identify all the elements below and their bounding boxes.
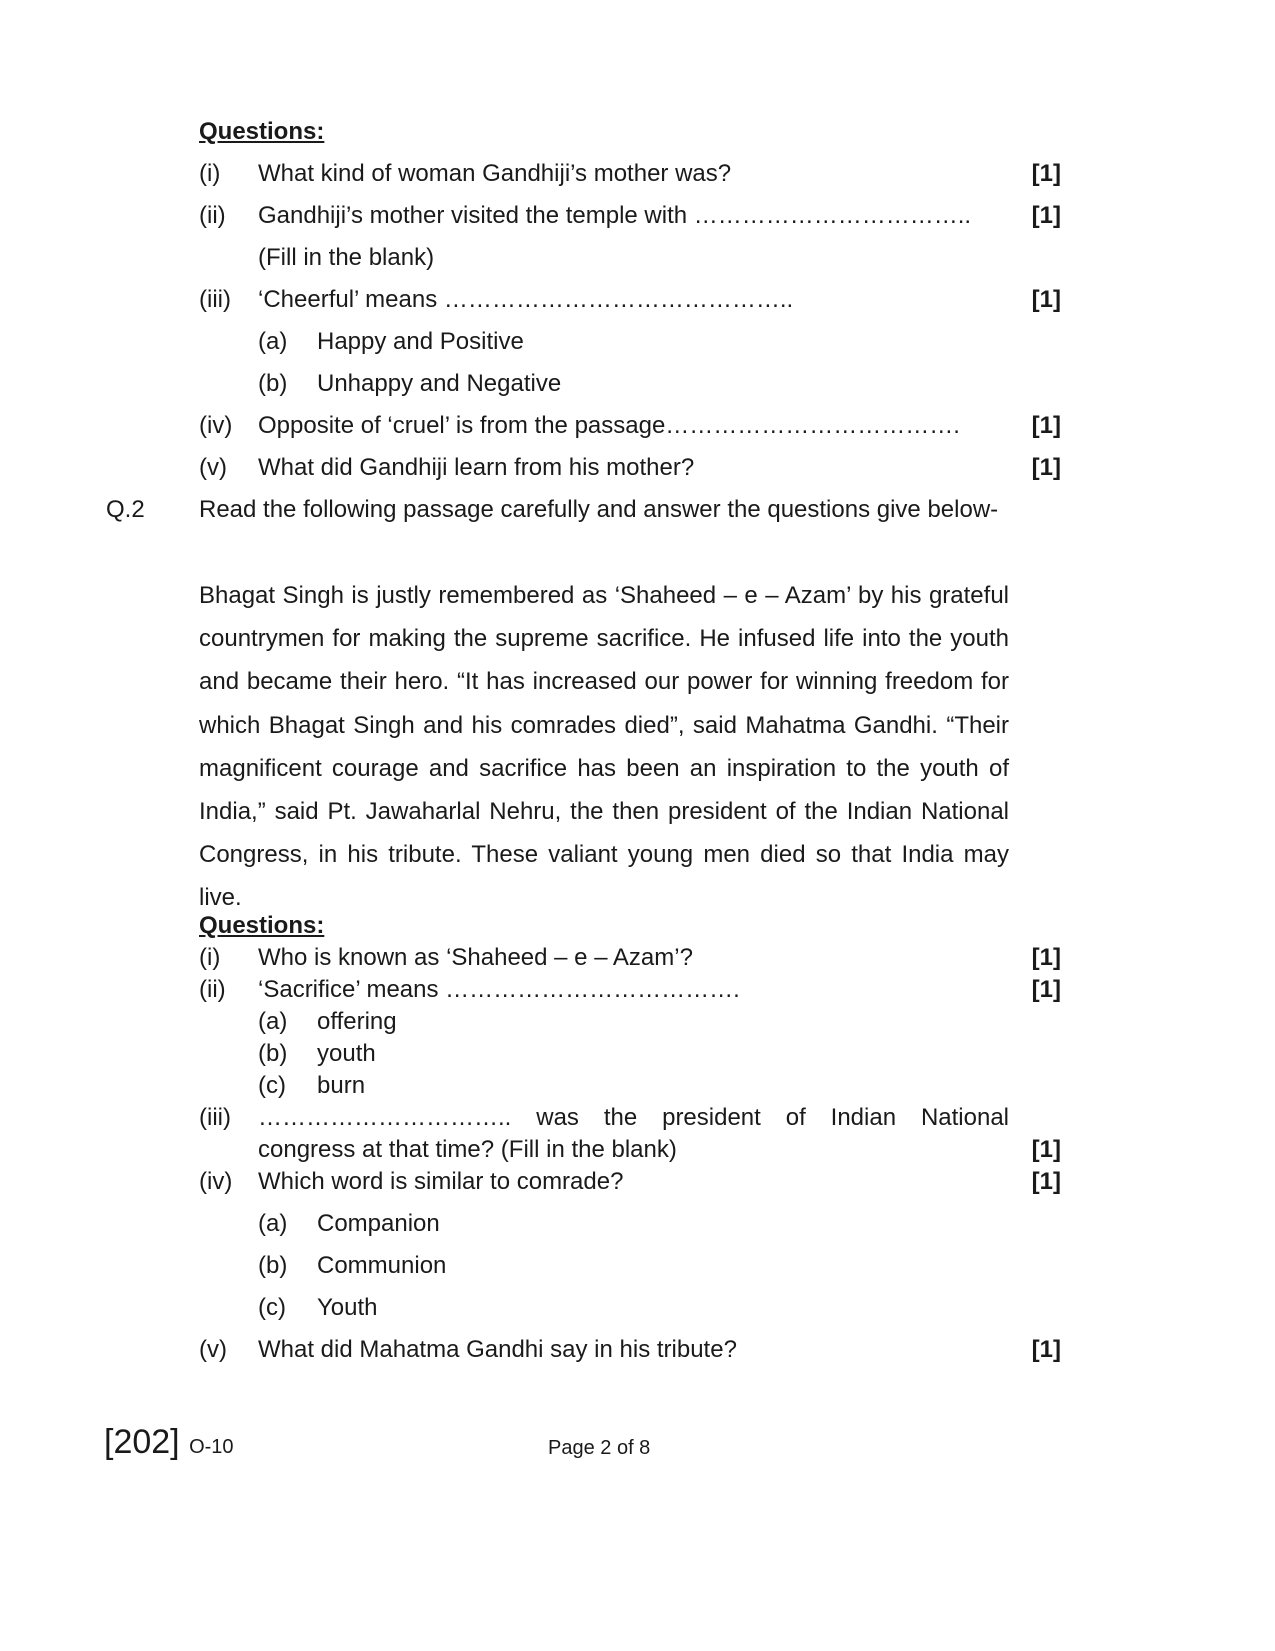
question-number: (v) <box>199 454 227 481</box>
question-mark: [1] <box>1031 286 1061 313</box>
question-number: (iii) <box>199 1104 231 1131</box>
question-number: (iii) <box>199 286 231 313</box>
question-number: (i) <box>199 160 221 187</box>
page-number: Page 2 of 8 <box>548 1437 651 1459</box>
question-mark: [1] <box>1031 1336 1061 1363</box>
question-text: ………………………….. was the president of Indian National <box>258 1104 1009 1131</box>
question-text: congress at that time? (Fill in the blank) <box>258 1136 677 1163</box>
questions-heading: Questions: <box>199 118 325 145</box>
question-mark: [1] <box>1031 1136 1061 1163</box>
question-row <box>199 454 1061 482</box>
question-row <box>199 1168 1061 1196</box>
question-number: (iv) <box>199 1168 233 1195</box>
question-mark: [1] <box>1031 976 1061 1003</box>
question-continuation <box>199 244 1061 272</box>
option-text: offering <box>317 1008 397 1035</box>
question-mark: [1] <box>1031 1168 1061 1195</box>
question-text: (Fill in the blank) <box>258 244 435 271</box>
question-text: What did Gandhiji learn from his mother? <box>258 454 695 481</box>
option-label: (a) <box>258 328 288 355</box>
question-number: (ii) <box>199 976 226 1003</box>
paper-code-number: [202] <box>104 1423 180 1461</box>
paper-code <box>104 1422 234 1467</box>
option-label: (b) <box>258 370 288 397</box>
question-row <box>199 160 1061 188</box>
option-text: youth <box>317 1040 376 1067</box>
question-text: Gandhiji’s mother visited the temple with …………………………….. <box>258 202 972 229</box>
question-text: Which word is similar to comrade? <box>258 1168 624 1195</box>
question-mark: [1] <box>1031 944 1061 971</box>
question-mark: [1] <box>1031 202 1061 229</box>
option-label: (a) <box>258 1210 288 1237</box>
option-label: (b) <box>258 1252 288 1279</box>
question-mark: [1] <box>1031 160 1061 187</box>
questions-heading: Questions: <box>199 912 325 939</box>
option-label: (b) <box>258 1040 288 1067</box>
option-label: (a) <box>258 1008 288 1035</box>
question-row <box>199 202 1061 230</box>
question-row <box>199 1104 1009 1132</box>
q2-instruction: Read the following passage carefully and answer the questions give below- <box>199 496 999 523</box>
question-text: ‘Cheerful’ means …………………………………….. <box>258 286 794 313</box>
question-number: (iv) <box>199 412 233 439</box>
option-text: Communion <box>317 1252 447 1279</box>
option-label: (c) <box>258 1294 286 1321</box>
question-number-q2: Q.2 <box>106 496 145 523</box>
question-row <box>199 286 1061 314</box>
question-row <box>199 944 1061 972</box>
question-row <box>199 412 1061 440</box>
option-label: (c) <box>258 1072 286 1099</box>
option-text: Youth <box>317 1294 378 1321</box>
paper-code-suffix: O-10 <box>189 1436 234 1458</box>
question-text: What kind of woman Gandhiji’s mother was? <box>258 160 732 187</box>
question-row <box>199 1336 1061 1364</box>
reading-passage: Bhagat Singh is justly remembered as ‘Shaheed – e – Azam’ by his grateful countrymen for making the supreme sacrifice. He infused life into the youth and became their hero. “It has increased our power for winning freedom for which Bhagat Singh and his comrades died”, said Mahatma Gandhi. “Their magnificent courage and sacrifice has been an inspiration to the youth of India,” said Pt. Jawaharlal Nehru, the then president of the Indian National Congress, in his tribute. These valiant young men died so that India may live. <box>199 582 1009 912</box>
question-text: Opposite of ‘cruel’ is from the passage………………………………. <box>258 412 960 439</box>
question-text: What did Mahatma Gandhi say in his tribute? <box>258 1336 737 1363</box>
option-text: Companion <box>317 1210 440 1237</box>
question-continuation <box>199 1136 1061 1164</box>
question-text: Who is known as ‘Shaheed – e – Azam’? <box>258 944 693 971</box>
question-number: (v) <box>199 1336 227 1363</box>
question-mark: [1] <box>1031 412 1061 439</box>
option-text: burn <box>317 1072 366 1099</box>
option-text: Unhappy and Negative <box>317 370 562 397</box>
option-text: Happy and Positive <box>317 328 524 355</box>
question-number: (i) <box>199 944 221 971</box>
question-mark: [1] <box>1031 454 1061 481</box>
question-row <box>199 976 1061 1004</box>
question-number: (ii) <box>199 202 226 229</box>
question-text: ‘Sacrifice’ means ………………………………. <box>258 976 740 1003</box>
